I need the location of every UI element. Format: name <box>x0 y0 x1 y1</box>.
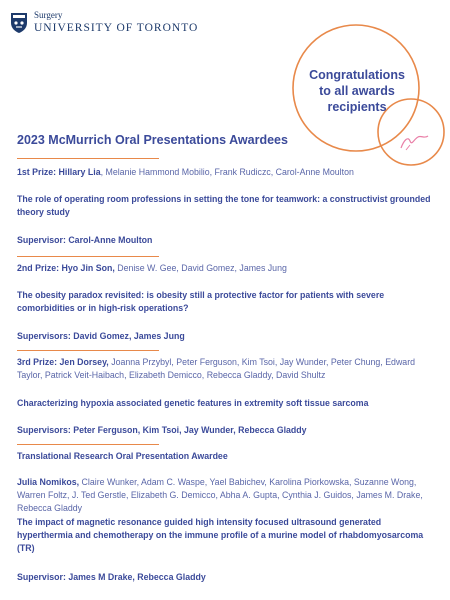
first-prize-label: 1st Prize: Hillary Lia <box>17 167 101 177</box>
translational-coauthors: Claire Wunker, Adam C. Waspe, Yael Babichev, Karolina Piorkowska, Suzanne Wong, Warren Foltz, J. Ted Gerstle, Elizabeth G. Demicco, Abha A. Gupta, Cynthia J. Guidos, James M. Drake, Rebecca Gladdy <box>17 477 423 513</box>
first-prize-coauthors: , Melanie Hammond Mobilio, Frank Rudiczc, Carol-Anne Moulton <box>100 167 354 177</box>
third-prize-authors <box>17 356 435 382</box>
second-prize-paper: The obesity paradox revisited: is obesity still a protective factor for patients with severe comorbidities or in high-risk operations? <box>17 290 385 313</box>
first-prize-supervisor: Supervisor: Carol-Anne Moulton <box>17 235 153 245</box>
divider <box>17 256 159 257</box>
translational-supervisor: Supervisor: James M Drake, Rebecca Gladdy <box>17 572 206 582</box>
third-prize-supervisor: Supervisors: Peter Ferguson, Kim Tsoi, Jay Wunder, Rebecca Gladdy <box>17 425 307 435</box>
logo-university-name: UNIVERSITY OF TORONTO <box>34 22 199 34</box>
divider <box>17 350 159 351</box>
translational-heading: Translational Research Oral Presentation Awardee <box>17 451 228 461</box>
divider <box>17 444 159 445</box>
third-prize-label: 3rd Prize: Jen Dorsey, <box>17 357 109 367</box>
first-prize-paper: The role of operating room professions in setting the tone for teamwork: a constructivist grounded theory study <box>17 194 431 217</box>
second-prize-label: 2nd Prize: Hyo Jin Son, <box>17 263 115 273</box>
congrats-line-1: Congratulations <box>309 68 405 82</box>
university-logo <box>10 10 210 44</box>
third-prize-paper: Characterizing hypoxia associated genetic features in extremity soft tissue sarcoma <box>17 398 369 408</box>
second-prize-coauthors: Denise W. Gee, David Gomez, James Jung <box>114 263 287 273</box>
first-prize-authors <box>17 166 435 179</box>
crest-icon <box>10 12 28 34</box>
third-prize-coauthors: Joanna Przybyl, Peter Ferguson, Kim Tsoi, Jay Wunder, Peter Chung, Edward Taylor, Patrick Veit-Haibach, Elizabeth Demicco, Rebecca Gladdy, David Shultz <box>17 357 416 380</box>
translational-authors <box>17 476 435 515</box>
translational-paper: The impact of magnetic resonance guided high intensity focused ultrasound generated hyperthermia and chemotherapy on the immune profile of a murine model of rhabdomyosarcoma (TR) <box>17 517 424 553</box>
congrats-line-3: recipients <box>327 100 387 114</box>
translational-label: Julia Nomikos, <box>17 477 80 487</box>
second-prize-supervisor: Supervisors: David Gomez, James Jung <box>17 331 185 341</box>
second-prize-authors <box>17 262 435 275</box>
congrats-line-2: to all awards <box>319 84 395 98</box>
logo-department: Surgery <box>34 10 63 20</box>
page-title: 2023 McMurrich Oral Presentations Awardees <box>17 133 288 147</box>
congratulations-callout <box>296 67 418 115</box>
divider <box>17 158 159 159</box>
